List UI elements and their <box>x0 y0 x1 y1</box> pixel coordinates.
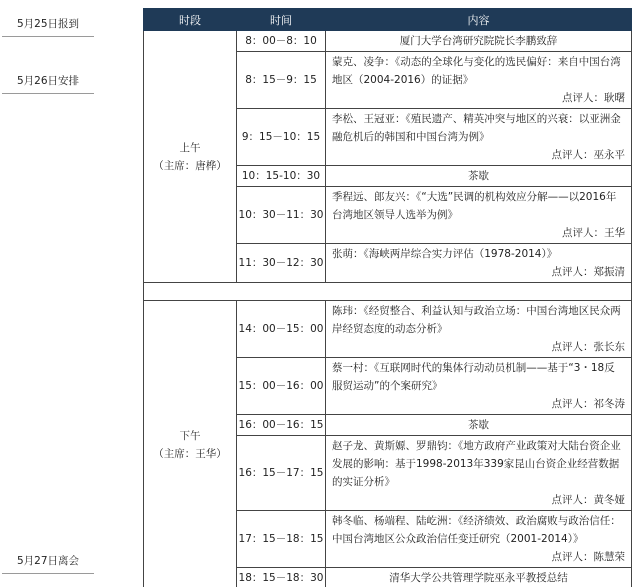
content-cell <box>326 244 632 283</box>
date-label-schedule: 5月26日安排 <box>16 75 80 87</box>
divider <box>2 93 94 94</box>
content-cell <box>326 415 632 436</box>
session-name: 上午 <box>179 141 201 154</box>
time-cell: 18：15－18：30 <box>237 568 326 587</box>
time-cell: 10：30－11：30 <box>237 187 326 244</box>
item-title: 赵子龙、黄斯嫄、罗鼎钧：《地方政府产业政策对大陆台资企业发展的影响：基于1998-2013年339家昆山台资企业经营数据的实证分析》 <box>332 440 621 488</box>
time-cell: 16：15－17：15 <box>237 436 326 511</box>
commentator: 点评人：王华 <box>562 227 625 239</box>
divider <box>2 573 94 574</box>
table-row <box>144 31 632 52</box>
content-cell <box>326 511 632 568</box>
time-cell: 8：00－8：10 <box>237 31 326 52</box>
item-title: 清华大学公共管理学院巫永平教授总结 <box>389 572 568 584</box>
content-cell <box>326 358 632 415</box>
session-afternoon <box>144 301 237 587</box>
item-title: 厦门大学台湾研究院院长李鹏致辞 <box>399 35 558 47</box>
table-header-row <box>144 9 632 31</box>
header-time: 时间 <box>237 9 326 31</box>
content-cell <box>326 31 632 52</box>
spacer-cell <box>144 283 632 301</box>
item-title: 蔡一村：《互联网时代的集体行动动员机制——基于“3・18反服贸运动”的个案研究》 <box>332 362 615 392</box>
divider <box>2 36 94 37</box>
commentator: 点评人：黄冬娅 <box>551 494 625 506</box>
item-title: 蒙克、凌争：《动态的全球化与变化的选民偏好：来自中国台湾地区（2004-2016）的证据》 <box>332 56 621 86</box>
commentator: 点评人：陈慧荣 <box>551 551 625 563</box>
item-title: 季程远、郎友兴：《“大选”民调的机构效应分解——以2016年台湾地区领导人选举为例》 <box>332 191 617 221</box>
commentator: 点评人：张长东 <box>551 341 625 353</box>
content-cell <box>326 52 632 109</box>
content-cell <box>326 436 632 511</box>
header-content: 内容 <box>326 9 632 31</box>
item-title: 李松、王冠亚：《殖民遗产、精英冲突与地区的兴衰：以亚洲金融危机后的韩国和中国台湾为例》 <box>332 113 621 143</box>
item-title: 陈玮：《经贸整合、利益认知与政治立场：中国台湾地区民众两岸经贸态度的动态分析》 <box>332 305 621 335</box>
table-row <box>144 301 632 358</box>
tea-break: 茶歇 <box>468 419 489 431</box>
item-title: 张萌：《海峡两岸综合实力评估（1978-2014）》 <box>332 248 558 260</box>
session-chair: （主席：王华） <box>153 447 227 460</box>
session-name: 下午 <box>179 429 201 442</box>
spacer-row <box>144 283 632 301</box>
schedule-table <box>143 8 632 587</box>
commentator: 点评人：郑振清 <box>551 266 625 278</box>
content-cell <box>326 187 632 244</box>
date-label-departure: 5月27日离会 <box>16 555 80 567</box>
content-cell <box>326 568 632 587</box>
commentator: 点评人：巫永平 <box>551 149 625 161</box>
time-cell: 10：15-10：30 <box>237 166 326 187</box>
commentator: 点评人：耿曙 <box>562 92 625 104</box>
item-title: 韩冬临、杨端程、陆屹洲：《经济绩效、政治腐败与政治信任：中国台湾地区公众政治信任变迁研究（2001-2014）》 <box>332 515 621 545</box>
time-cell: 8：15－9：15 <box>237 52 326 109</box>
header-session: 时段 <box>144 9 237 31</box>
time-cell: 11：30－12：30 <box>237 244 326 283</box>
time-cell: 9：15－10：15 <box>237 109 326 166</box>
content-cell <box>326 166 632 187</box>
tea-break: 茶歇 <box>468 170 489 182</box>
time-cell: 14：00－15：00 <box>237 301 326 358</box>
session-morning <box>144 31 237 283</box>
content-cell <box>326 109 632 166</box>
commentator: 点评人：祁冬涛 <box>551 398 625 410</box>
time-cell: 15：00－16：00 <box>237 358 326 415</box>
session-chair: （主席：唐桦） <box>153 159 227 172</box>
time-cell: 16：00－16：15 <box>237 415 326 436</box>
time-cell: 17：15－18：15 <box>237 511 326 568</box>
date-label-arrival: 5月25日报到 <box>16 18 80 30</box>
content-cell <box>326 301 632 358</box>
